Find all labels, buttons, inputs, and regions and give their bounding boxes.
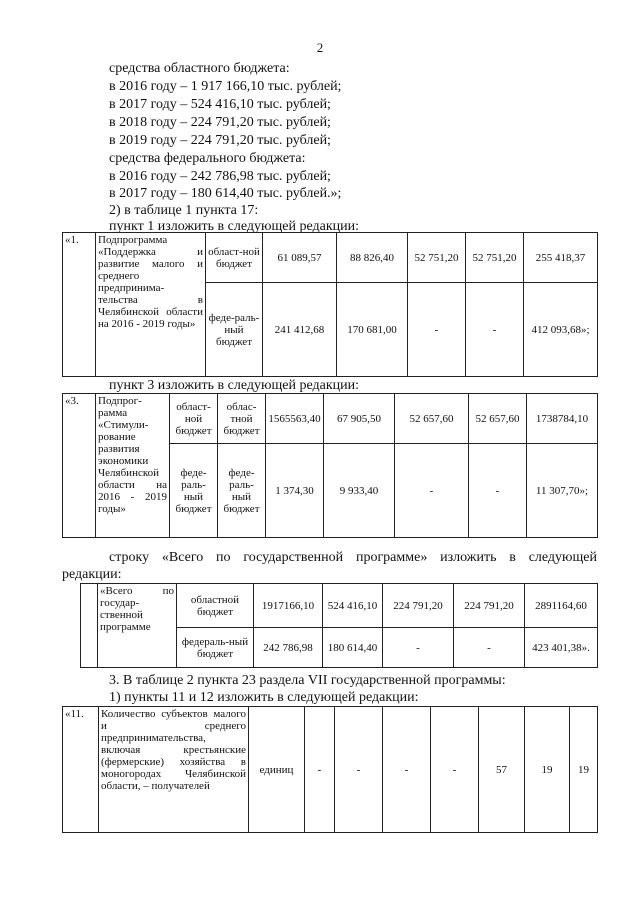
value-cell: 67 905,50 [324, 394, 395, 444]
value-cell: - [383, 628, 454, 668]
intro-line: в 2016 году – 1 917 166,10 тыс. рублей; [109, 79, 342, 94]
text-table2-2: 1) пункты 11 и 12 изложить в следующей редакции: [109, 690, 419, 705]
value-cell: 423 401,38». [525, 628, 598, 668]
funding-source: феде-раль-ный бюджет [170, 444, 218, 538]
value-cell: - [408, 283, 466, 377]
text-vsego-1 [109, 550, 597, 566]
value-cell: - [305, 707, 335, 833]
text-point-3: пункт 3 изложить в следующей редакции: [109, 378, 359, 393]
value-cell: 52 657,60 [469, 394, 527, 444]
value-cell: - [454, 628, 525, 668]
row-name: Подпрограмма «Поддержка и развитие малого и среднего предпринима-тельства в Челябинской области на 2016 - 2019 годы» [96, 233, 206, 377]
page-number: 2 [316, 40, 324, 55]
row-number: «3. [63, 394, 96, 538]
value-cell: 52 751,20 [466, 233, 524, 283]
value-cell: 1565563,40 [266, 394, 324, 444]
funding-source: феде-раль-ный бюджет [218, 444, 266, 538]
row-name: Подпрог-рамма «Стимули-рование развития экономики Челябинской области на 2016 - 2019 годы» [96, 394, 170, 538]
text-vsego-1-content: строку «Всего по государственной программе» изложить в следующей [109, 550, 597, 565]
funding-source: облас-тной бюджет [218, 394, 266, 444]
row-number: «11. [63, 707, 99, 833]
funding-source: областной бюджет [177, 584, 254, 628]
value-cell: 1 374,30 [266, 444, 324, 538]
row-number: «1. [63, 233, 96, 377]
value-cell: 241 412,68 [263, 283, 337, 377]
value-cell: - [431, 707, 479, 833]
value-cell: 255 418,37 [524, 233, 598, 283]
intro-line: в 2016 году – 242 786,98 тыс. рублей; [109, 169, 331, 184]
value-cell: 1738784,10 [527, 394, 598, 444]
intro-line: пункт 1 изложить в следующей редакции: [109, 219, 359, 234]
value-cell: - [395, 444, 469, 538]
value-cell: 9 933,40 [324, 444, 395, 538]
unit-cell: единиц [249, 707, 305, 833]
value-cell: 224 791,20 [383, 584, 454, 628]
value-cell: 61 089,57 [263, 233, 337, 283]
funding-source: федераль-ный бюджет [177, 628, 254, 668]
table-total [80, 583, 598, 668]
intro-line: в 2017 году – 524 416,10 тыс. рублей; [109, 97, 331, 112]
intro-line: в 2019 году – 224 791,20 тыс. рублей; [109, 133, 331, 148]
value-cell: 242 786,98 [254, 628, 323, 668]
row-name: «Всего по государ-ственной программе [98, 584, 177, 668]
table-point-3 [62, 393, 598, 538]
value-cell: 19 [570, 707, 598, 833]
value-cell: - [383, 707, 431, 833]
intro-line: 2) в таблице 1 пункта 17: [109, 203, 259, 218]
row-name: Количество субъектов малого и среднего предпринимательства, включая крестьянские (фермерские) хозяйства в моногородах Челябинской области, – получателей [99, 707, 249, 833]
intro-line: средства областного бюджета: [109, 61, 290, 76]
value-cell: 52 751,20 [408, 233, 466, 283]
funding-source: област-ной бюджет [170, 394, 218, 444]
table-row [81, 584, 598, 628]
value-cell: 52 657,60 [395, 394, 469, 444]
intro-line: средства федерального бюджета: [109, 151, 306, 166]
table-point-1 [62, 232, 598, 377]
value-cell: 224 791,20 [454, 584, 525, 628]
table-row [63, 394, 598, 444]
value-cell: - [335, 707, 383, 833]
row-number-empty [81, 584, 98, 668]
value-cell: 412 093,68»; [524, 283, 598, 377]
value-cell: 2891164,60 [525, 584, 598, 628]
intro-line: в 2017 году – 180 614,40 тыс. рублей.»; [109, 186, 342, 201]
table-row [63, 707, 598, 833]
value-cell: 88 826,40 [337, 233, 408, 283]
text-table2-1: 3. В таблице 2 пункта 23 раздела VII государственной программы: [109, 673, 506, 688]
funding-source: област-ной бюджет [206, 233, 263, 283]
value-cell: 57 [479, 707, 525, 833]
text-vsego-2: редакции: [62, 567, 122, 582]
value-cell: 1917166,10 [254, 584, 323, 628]
funding-source: феде-раль-ный бюджет [206, 283, 263, 377]
value-cell: 170 681,00 [337, 283, 408, 377]
value-cell: - [469, 444, 527, 538]
value-cell: 180 614,40 [323, 628, 383, 668]
intro-line: в 2018 году – 224 791,20 тыс. рублей; [109, 115, 331, 130]
value-cell: 11 307,70»; [527, 444, 598, 538]
value-cell: - [466, 283, 524, 377]
value-cell: 524 416,10 [323, 584, 383, 628]
value-cell: 19 [525, 707, 570, 833]
table-row [63, 233, 598, 283]
table-indicators [62, 706, 598, 833]
